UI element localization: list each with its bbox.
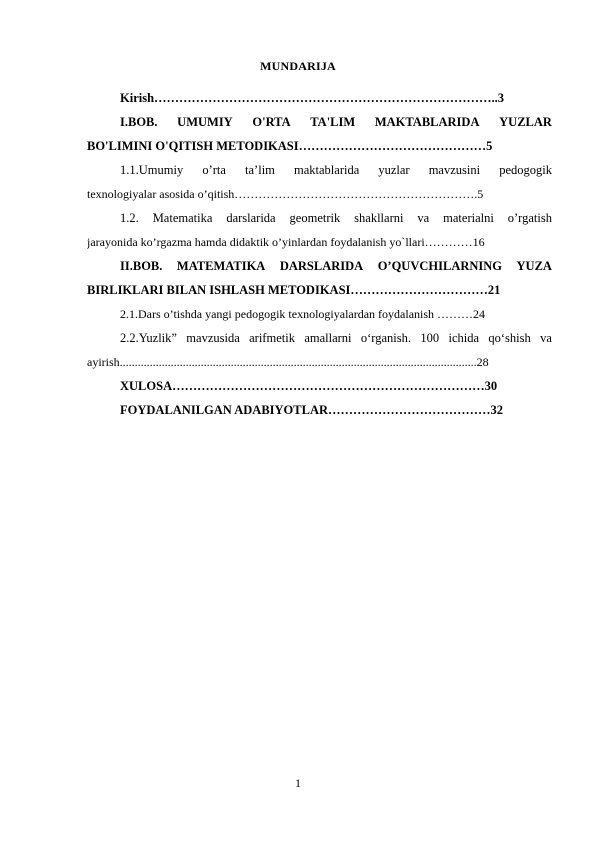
toc-word: ichida (448, 331, 480, 345)
toc-word: 1.2. (120, 211, 139, 225)
toc-word: amallarni (304, 331, 352, 345)
toc-word: I.BOB. (120, 115, 158, 129)
toc-word: II.BOB. (120, 259, 163, 273)
page-title: MUNDARIJA (260, 59, 336, 73)
toc-word: MAKTABLARIDA (374, 115, 480, 129)
toc-entry-chapter-2-line-2: BIRLIKLARI BILAN ISHLASH METODIKASI……………………………21 (87, 283, 501, 297)
toc-word: geometrik (289, 211, 341, 225)
toc-word: 2.2.Yuzlik” (120, 331, 177, 345)
toc-word: darslarida (226, 211, 276, 225)
toc-word: o’rta (202, 163, 226, 177)
toc-word: pedogogik (499, 163, 552, 177)
page-number: 1 (295, 776, 301, 790)
toc-word: Matematika (152, 211, 213, 225)
toc-entry-1-2-line-1 (120, 210, 552, 226)
toc-word: yuzlar (378, 163, 410, 177)
toc-word: TA'LIM (310, 115, 356, 129)
toc-word: va (417, 211, 430, 225)
toc-word: o‘rganish. (360, 331, 411, 345)
toc-word: mavzusini (428, 163, 481, 177)
toc-word: maktablarida (294, 163, 360, 177)
toc-word: arifmetik (249, 331, 295, 345)
toc-entry-adabiyotlar: FOYDALANILGAN ADABIYOTLAR…………………………………32 (120, 403, 504, 417)
toc-word: ta’lim (245, 163, 275, 177)
toc-entry-2-2-line-1 (120, 330, 552, 346)
toc-word: YUZLAR (499, 115, 552, 129)
toc-entry-xulosa: XULOSA…………………………………………………………………30 (120, 379, 498, 393)
toc-word: 100 (420, 331, 440, 345)
toc-word: O'RTA (252, 115, 291, 129)
toc-word: YUZA (516, 259, 552, 273)
toc-entry-chapter-2-line-1 (120, 258, 552, 274)
toc-word: materialni (443, 211, 494, 225)
toc-word: shakllarni (354, 211, 404, 225)
toc-word: va (540, 331, 552, 345)
toc-word: MATEMATIKA (176, 259, 266, 273)
toc-word: qo‘shish (488, 331, 531, 345)
toc-word: DARSLARIDA (279, 259, 364, 273)
toc-entry-2-1: 2.1.Dars o’tishda yangi pedogogik texnologiyalardan foydalanish ………24 (120, 307, 486, 321)
toc-entry-1-1-line-2: texnologiyalar asosida o’qitish…………………………………………………….5 (87, 187, 484, 201)
toc-entry-chapter-1-line-2: BO'LIMINI O'QITISH METODIKASI………………………………………5 (87, 139, 493, 153)
toc-word: O’QUVCHILARNING (377, 259, 503, 273)
toc-word: 1.1.Umumiy (120, 163, 184, 177)
toc-entry-kirish: Kirish………………………………………………………………………..3 (120, 91, 505, 105)
toc-word: o’rgatish (507, 211, 552, 225)
toc-word: mavzusida (186, 331, 240, 345)
toc-entry-2-2-line-2: ayirish.......................................................................................................................28 (87, 355, 489, 369)
toc-entry-chapter-1-line-1 (120, 114, 552, 130)
toc-entry-1-1-line-1 (120, 162, 552, 178)
toc-word: UMUMIY (177, 115, 233, 129)
toc-entry-1-2-line-2: jarayonida ko’rgazma hamda didaktik o’yinlardan foydalanish yo`llari…………16 (87, 235, 485, 249)
